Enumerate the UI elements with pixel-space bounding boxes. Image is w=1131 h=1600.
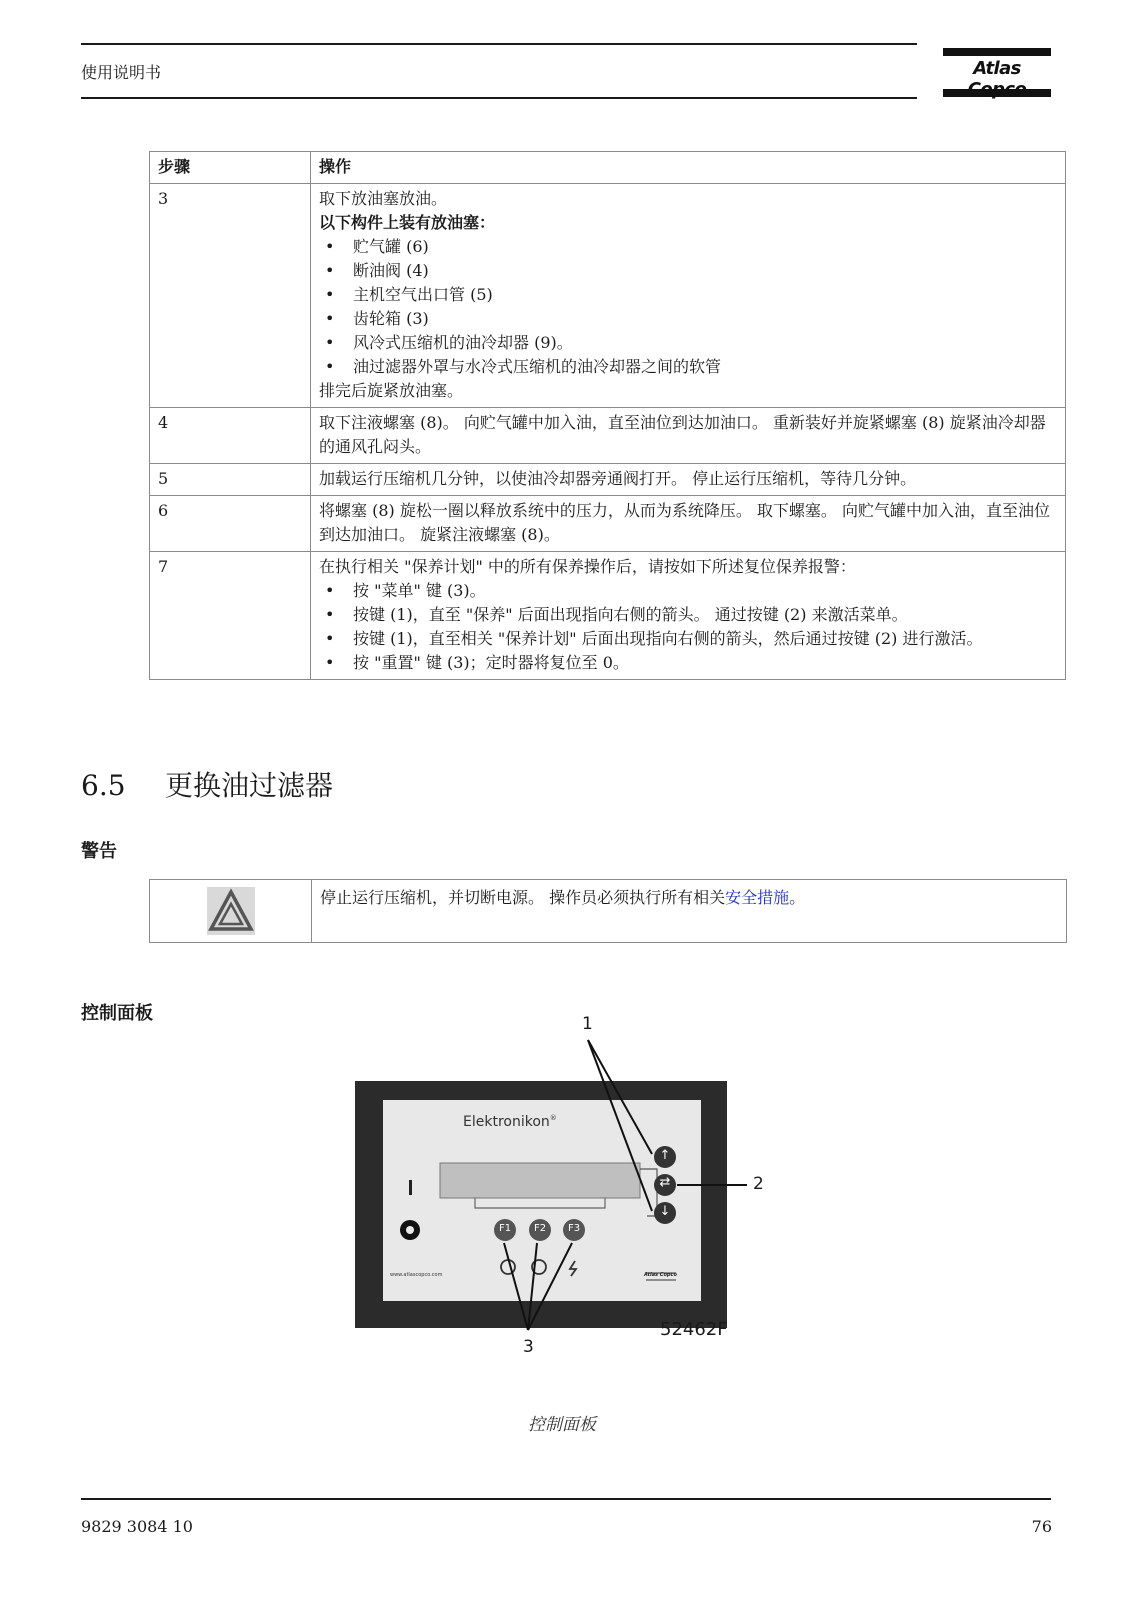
table-header-row xyxy=(150,152,1066,184)
table-row xyxy=(150,408,1066,464)
step-number: 7 xyxy=(150,552,311,680)
table-row xyxy=(150,552,1066,680)
logo-bottom-bar xyxy=(943,89,1051,97)
callout-3: 3 xyxy=(523,1337,534,1357)
bullet-item: • 按键 (1)，直至 "保养" 后面出现指向右侧的箭头。 通过按键 (2) 来激活菜单。 xyxy=(319,603,1057,627)
header-title: 使用说明书 xyxy=(81,63,162,82)
enter-key-icon: ⇄ xyxy=(659,1175,671,1190)
warning-divider xyxy=(311,880,312,942)
page-number: 76 xyxy=(1031,1517,1052,1536)
step-action: 将螺塞 (8) 旋松一圈以释放系统中的压力，从而为系统降压。 取下螺塞。 向贮气罐中加入油，直至油位到达加油口。 旋紧注液螺塞 (8)。 xyxy=(311,496,1066,552)
arrow-up-icon: ↑ xyxy=(659,1148,671,1163)
section-title: 更换油过滤器 xyxy=(165,769,334,802)
bullet-item: • 按 "菜单" 键 (3)。 xyxy=(319,579,1057,603)
bullet-item: • 按 "重置" 键 (3)；定时器将复位至 0。 xyxy=(319,651,1057,675)
step-number: 3 xyxy=(150,184,311,408)
bullet-item: • 贮气罐 (6) xyxy=(319,235,1057,259)
logo-top-bar xyxy=(943,48,1051,56)
figure-code: 52462F xyxy=(660,1319,728,1340)
panel-brand-reg: ® xyxy=(549,1114,557,1122)
action-column-header: 操作 xyxy=(311,152,1066,184)
header-top-rule xyxy=(81,43,917,45)
warning-end: 。 xyxy=(789,888,806,907)
warning-text xyxy=(320,886,805,910)
action-line: 取下放油塞放油。 xyxy=(319,189,448,208)
warning-heading: 警告 xyxy=(81,841,117,862)
warning-box xyxy=(149,879,1067,943)
warning-message: 停止运行压缩机，并切断电源。 操作员必须执行所有相关 xyxy=(320,888,726,907)
f3-key: F3 xyxy=(567,1223,581,1234)
doc-number: 9829 3084 10 xyxy=(81,1517,193,1536)
bullet-item: • 油过滤器外罩与水冷式压缩机的油冷却器之间的软管 xyxy=(319,355,1057,379)
safety-measures-link[interactable]: 安全措施 xyxy=(725,888,790,907)
section-heading xyxy=(81,764,333,804)
steps-table xyxy=(149,151,1066,680)
action-bold-line: 以下构件上装有放油塞： xyxy=(319,213,496,232)
figure-caption: 控制面板 xyxy=(528,1415,596,1435)
section-number: 6.5 xyxy=(81,769,126,802)
bullet-item: • 断油阀 (4) xyxy=(319,259,1057,283)
control-panel-heading: 控制面板 xyxy=(81,1003,153,1024)
bullet-item: • 主机空气出口管 (5) xyxy=(319,283,1057,307)
bullet-item: • 按键 (1)，直至相关 "保养计划" 后面出现指向右侧的箭头，然后通过按键 (2) 进行激活。 xyxy=(319,627,1057,651)
step-action xyxy=(311,552,1066,680)
panel-logo: Atlas Copco xyxy=(644,1272,677,1278)
bullet-item: • 风冷式压缩机的油冷却器 (9)。 xyxy=(319,331,1057,355)
step-column-header: 步骤 xyxy=(150,152,311,184)
action-line: 在执行相关 "保养计划" 中的所有保养操作后，请按如下所述复位保养报警： xyxy=(319,557,856,576)
table-row xyxy=(150,184,1066,408)
bullet-list xyxy=(319,579,1057,675)
bullet-list xyxy=(319,235,1057,379)
panel-website: www.atlascopco.com xyxy=(390,1272,443,1278)
panel-brand xyxy=(463,1114,557,1130)
f1-key: F1 xyxy=(498,1223,512,1234)
bullet-item: • 齿轮箱 (3) xyxy=(319,307,1057,331)
step-number: 6 xyxy=(150,496,311,552)
callout-1: 1 xyxy=(582,1014,593,1034)
step-action xyxy=(311,184,1066,408)
action-line: 排完后旋紧放油塞。 xyxy=(319,381,464,400)
logo-text: Atlas xyxy=(973,58,1021,79)
table-row xyxy=(150,496,1066,552)
footer-rule xyxy=(81,1498,1051,1500)
arrow-down-icon: ↓ xyxy=(659,1204,671,1219)
control-panel-figure xyxy=(330,1014,800,1420)
table-row xyxy=(150,464,1066,496)
f2-key: F2 xyxy=(533,1223,547,1234)
panel-brand-name: Elektronikon xyxy=(463,1114,550,1130)
step-number: 4 xyxy=(150,408,311,464)
header-bottom-rule xyxy=(81,97,917,99)
callout-2: 2 xyxy=(753,1174,764,1194)
warning-triangle-icon xyxy=(207,887,255,935)
step-number: 5 xyxy=(150,464,311,496)
step-action: 取下注液螺塞 (8)。 向贮气罐中加入油，直至油位到达加油口。 重新装好并旋紧螺塞 (8) 旋紧油冷却器的通风孔闷头。 xyxy=(311,408,1066,464)
step-action: 加载运行压缩机几分钟，以使油冷却器旁通阀打开。 停止运行压缩机，等待几分钟。 xyxy=(311,464,1066,496)
